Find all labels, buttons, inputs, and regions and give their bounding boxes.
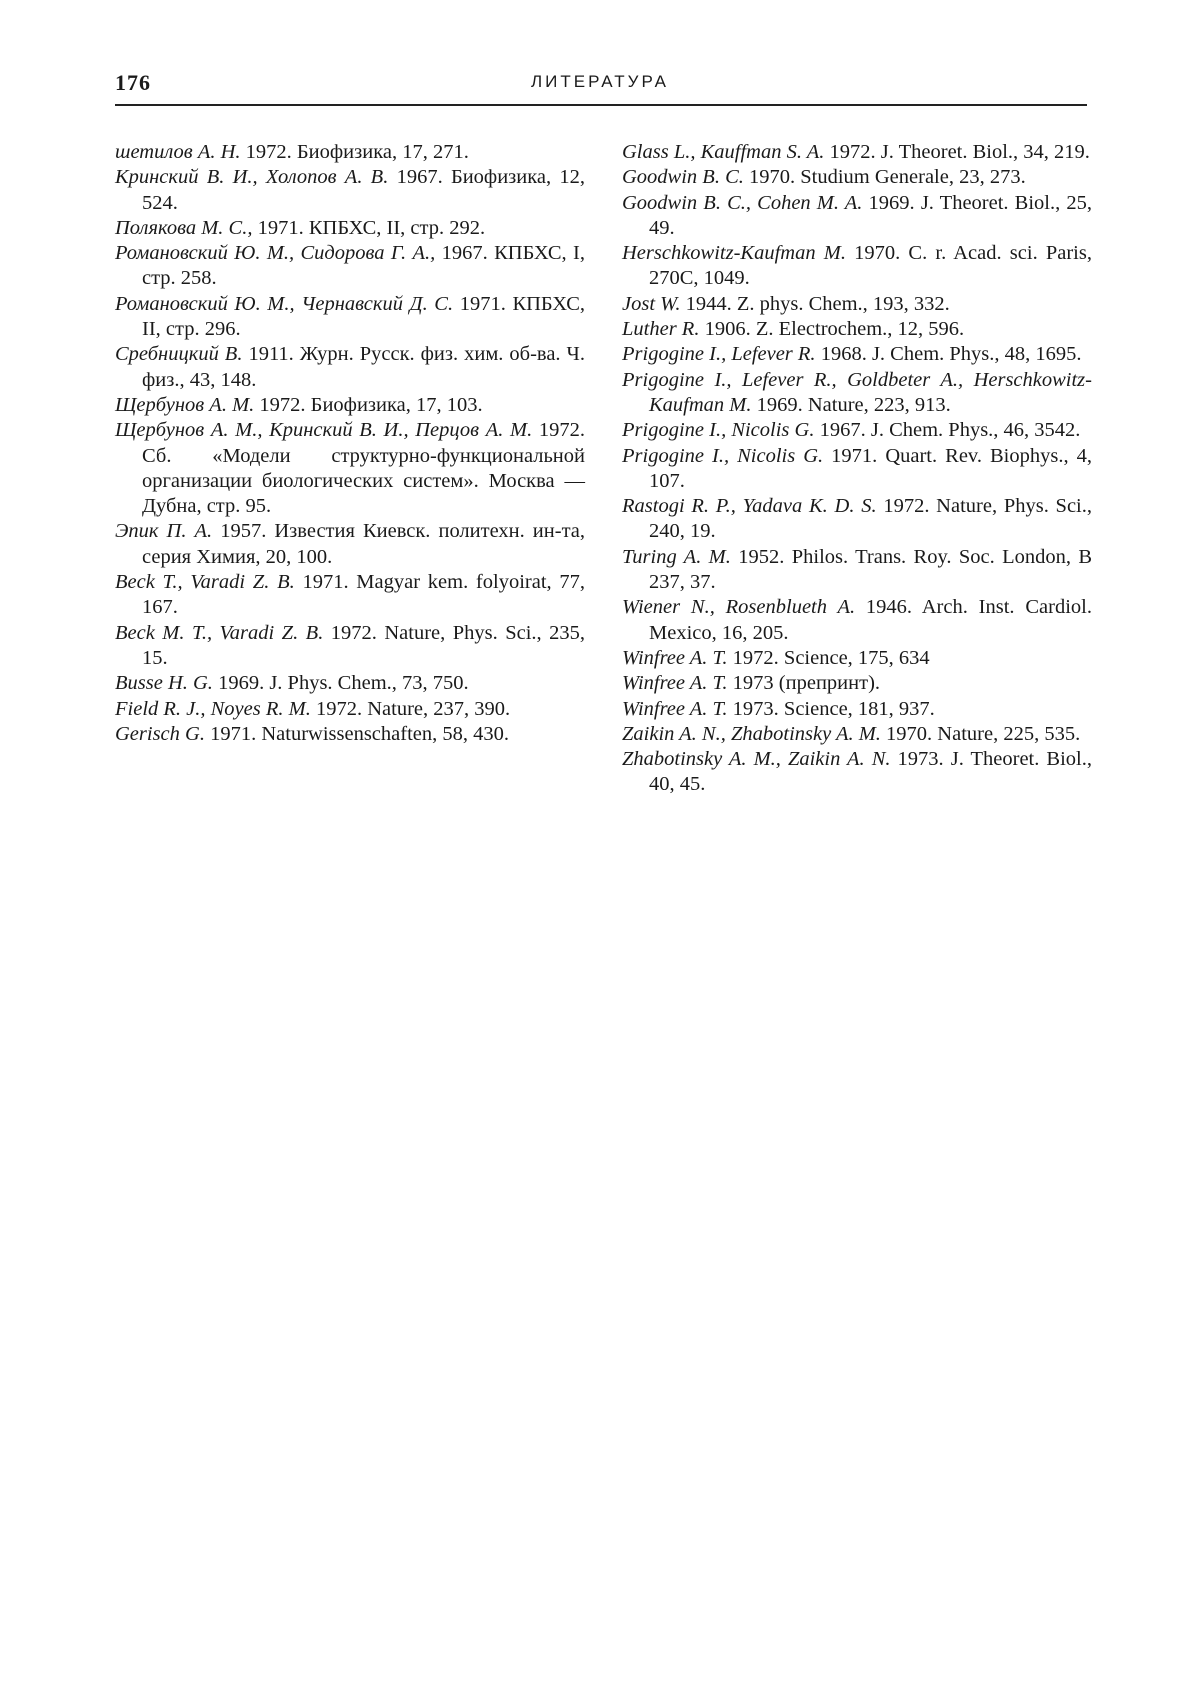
reference-entry	[115, 671, 585, 696]
reference-authors: Prigogine I., Nicolis G.	[622, 419, 815, 442]
reference-authors: Zhabotinsky A. M., Zaikin A. N.	[622, 748, 891, 771]
reference-entry	[622, 342, 1092, 367]
reference-authors: Полякова М. С.,	[115, 216, 253, 239]
reference-authors: Beck M. T., Varadi Z. B.	[115, 621, 324, 644]
reference-entry	[622, 646, 1092, 671]
reference-entry	[115, 621, 585, 672]
reference-entry	[115, 697, 585, 722]
reference-entry	[115, 570, 585, 621]
reference-details: 1971. Quart. Rev. Biophys., 4, 107.	[649, 444, 1092, 492]
reference-authors: Winfree A. T.	[622, 672, 728, 695]
reference-entry	[115, 418, 585, 519]
reference-entry	[115, 241, 585, 292]
reference-authors: Щербунов А. М.	[115, 393, 255, 416]
reference-details: 1906. Z. Electrochem., 12, 596.	[699, 318, 965, 341]
reference-entry	[115, 140, 585, 165]
references-right-column	[622, 140, 1092, 798]
reference-entry	[622, 722, 1092, 747]
reference-authors: Winfree A. T.	[622, 646, 728, 669]
reference-details: 1972. Science, 175, 634	[727, 646, 930, 669]
reference-authors: Rastogi R. P., Yadava K. D. S.	[622, 495, 877, 518]
reference-authors: Busse H. G.	[115, 672, 213, 695]
reference-details: 1973. J. Theoret. Biol., 40, 45.	[649, 748, 1092, 796]
reference-authors: Luther R.	[622, 318, 700, 341]
reference-entry	[622, 165, 1092, 190]
reference-authors: Эпик П. А.	[115, 520, 213, 543]
reference-details: 1970. Nature, 225, 535.	[880, 722, 1081, 745]
reference-authors: Романовский Ю. М., Чернавский Д. С.	[115, 292, 454, 315]
header-rule	[115, 104, 1087, 106]
reference-details: 1972. Сб. «Модели структурно-функциональной организации биологических систем». Москва — Дубна, стр. 95.	[142, 419, 585, 518]
reference-entry	[622, 191, 1092, 242]
reference-authors: Glass L., Kauffman S. A.	[622, 141, 825, 163]
reference-entry	[622, 317, 1092, 342]
reference-entry	[622, 545, 1092, 596]
reference-details: 1946. Arch. Inst. Cardiol. Mexico, 16, 205.	[649, 596, 1092, 644]
references-left-column	[115, 140, 585, 747]
reference-authors: Goodwin B. C.	[622, 166, 744, 189]
reference-authors: Романовский Ю. М., Сидорова Г. А.,	[115, 242, 436, 265]
reference-details: 1968. J. Chem. Phys., 48, 1695.	[815, 343, 1082, 366]
reference-entry	[622, 241, 1092, 292]
reference-authors: Кринский В. И., Холопов А. В.	[115, 166, 389, 189]
reference-authors: Goodwin B. C., Cohen M. A.	[622, 191, 863, 214]
reference-details: 1971. КПБХС, II, стр. 292.	[252, 216, 486, 239]
reference-authors: Jost W.	[622, 292, 681, 315]
page-number: 176	[115, 70, 151, 95]
reference-entry	[115, 292, 585, 343]
page-header	[115, 70, 1085, 104]
reference-details: 1972. J. Theoret. Biol., 34, 219.	[824, 141, 1090, 163]
running-title: ЛИТЕРАТУРА	[530, 72, 670, 91]
reference-entry	[622, 697, 1092, 722]
reference-entry	[622, 494, 1092, 545]
reference-details: 1972. Биофизика, 17, 271.	[240, 141, 469, 163]
reference-details: 1969. J. Phys. Chem., 73, 750.	[212, 672, 469, 695]
reference-authors: Prigogine I., Lefever R., Goldbeter A., Herschkowitz-Kaufman M.	[622, 368, 1092, 416]
reference-details: 1970. C. r. Acad. sci. Paris, 270C, 1049.	[649, 242, 1092, 290]
reference-entry	[622, 292, 1092, 317]
reference-authors: Herschkowitz-Kaufman M.	[622, 242, 846, 265]
reference-details: 1972. Nature, Phys. Sci., 240, 19.	[649, 495, 1093, 543]
reference-details: 1969. J. Theoret. Biol., 25, 49.	[649, 191, 1092, 239]
reference-entry	[622, 418, 1092, 443]
reference-details: 1957. Известия Киевск. политехн. ин-та, серия Химия, 20, 100.	[142, 520, 585, 568]
reference-entry	[622, 140, 1092, 165]
reference-entry	[622, 368, 1092, 419]
reference-entry	[115, 342, 585, 393]
reference-details: 1972. Nature, Phys. Sci., 235, 15.	[142, 621, 585, 669]
reference-details: 1911. Журн. Русск. физ. хим. об-ва. Ч. физ., 43, 148.	[142, 343, 585, 391]
reference-entry	[622, 595, 1092, 646]
reference-authors: Prigogine I., Lefever R.	[622, 343, 816, 366]
reference-entry	[622, 444, 1092, 495]
reference-details: 1944. Z. phys. Chem., 193, 332.	[680, 292, 950, 315]
reference-authors: Turing A. M.	[622, 545, 731, 568]
reference-details: 1972. Nature, 237, 390.	[310, 697, 511, 720]
reference-details: 1971. Magyar kem. folyoirat, 77, 167.	[142, 571, 586, 619]
reference-authors: Сребницкий В.	[115, 343, 243, 366]
reference-authors: Zaikin A. N., Zhabotinsky A. M.	[622, 722, 881, 745]
reference-details: 1952. Philos. Trans. Roy. Soc. London, B 237, 37.	[649, 545, 1092, 594]
reference-authors: Beck T., Varadi Z. B.	[115, 571, 295, 594]
reference-authors: Щербунов А. М., Кринский В. И., Перцов А. М.	[115, 419, 533, 442]
reference-entry	[115, 216, 585, 241]
reference-entry	[622, 747, 1092, 798]
reference-details: 1973 (препринт).	[727, 672, 881, 695]
reference-authors: Wiener N., Rosenblueth A.	[622, 596, 856, 619]
reference-details: 1967. J. Chem. Phys., 46, 3542.	[814, 419, 1081, 442]
reference-authors: шетилов А. Н.	[115, 141, 241, 163]
reference-entry	[115, 519, 585, 570]
reference-entry	[115, 722, 585, 747]
reference-details: 1970. Studium Generale, 23, 273.	[743, 166, 1026, 189]
reference-details: 1972. Биофизика, 17, 103.	[254, 393, 483, 416]
reference-authors: Field R. J., Noyes R. M.	[115, 697, 311, 720]
reference-details: 1971. КПБХС, II, стр. 296.	[142, 292, 586, 341]
reference-entry	[115, 165, 585, 216]
reference-details: 1969. Nature, 223, 913.	[751, 393, 951, 416]
reference-details: 1967. Биофизика, 12, 524.	[142, 166, 585, 214]
reference-entry	[622, 671, 1092, 696]
reference-details: 1971. Naturwissenschaften, 58, 430.	[204, 722, 509, 745]
reference-details: 1967. КПБХС, I, стр. 258.	[142, 242, 585, 290]
reference-authors: Gerisch G.	[115, 722, 205, 745]
reference-details: 1973. Science, 181, 937.	[727, 697, 935, 720]
reference-authors: Prigogine I., Nicolis G.	[622, 444, 824, 467]
reference-entry	[115, 393, 585, 418]
reference-authors: Winfree A. T.	[622, 697, 728, 720]
